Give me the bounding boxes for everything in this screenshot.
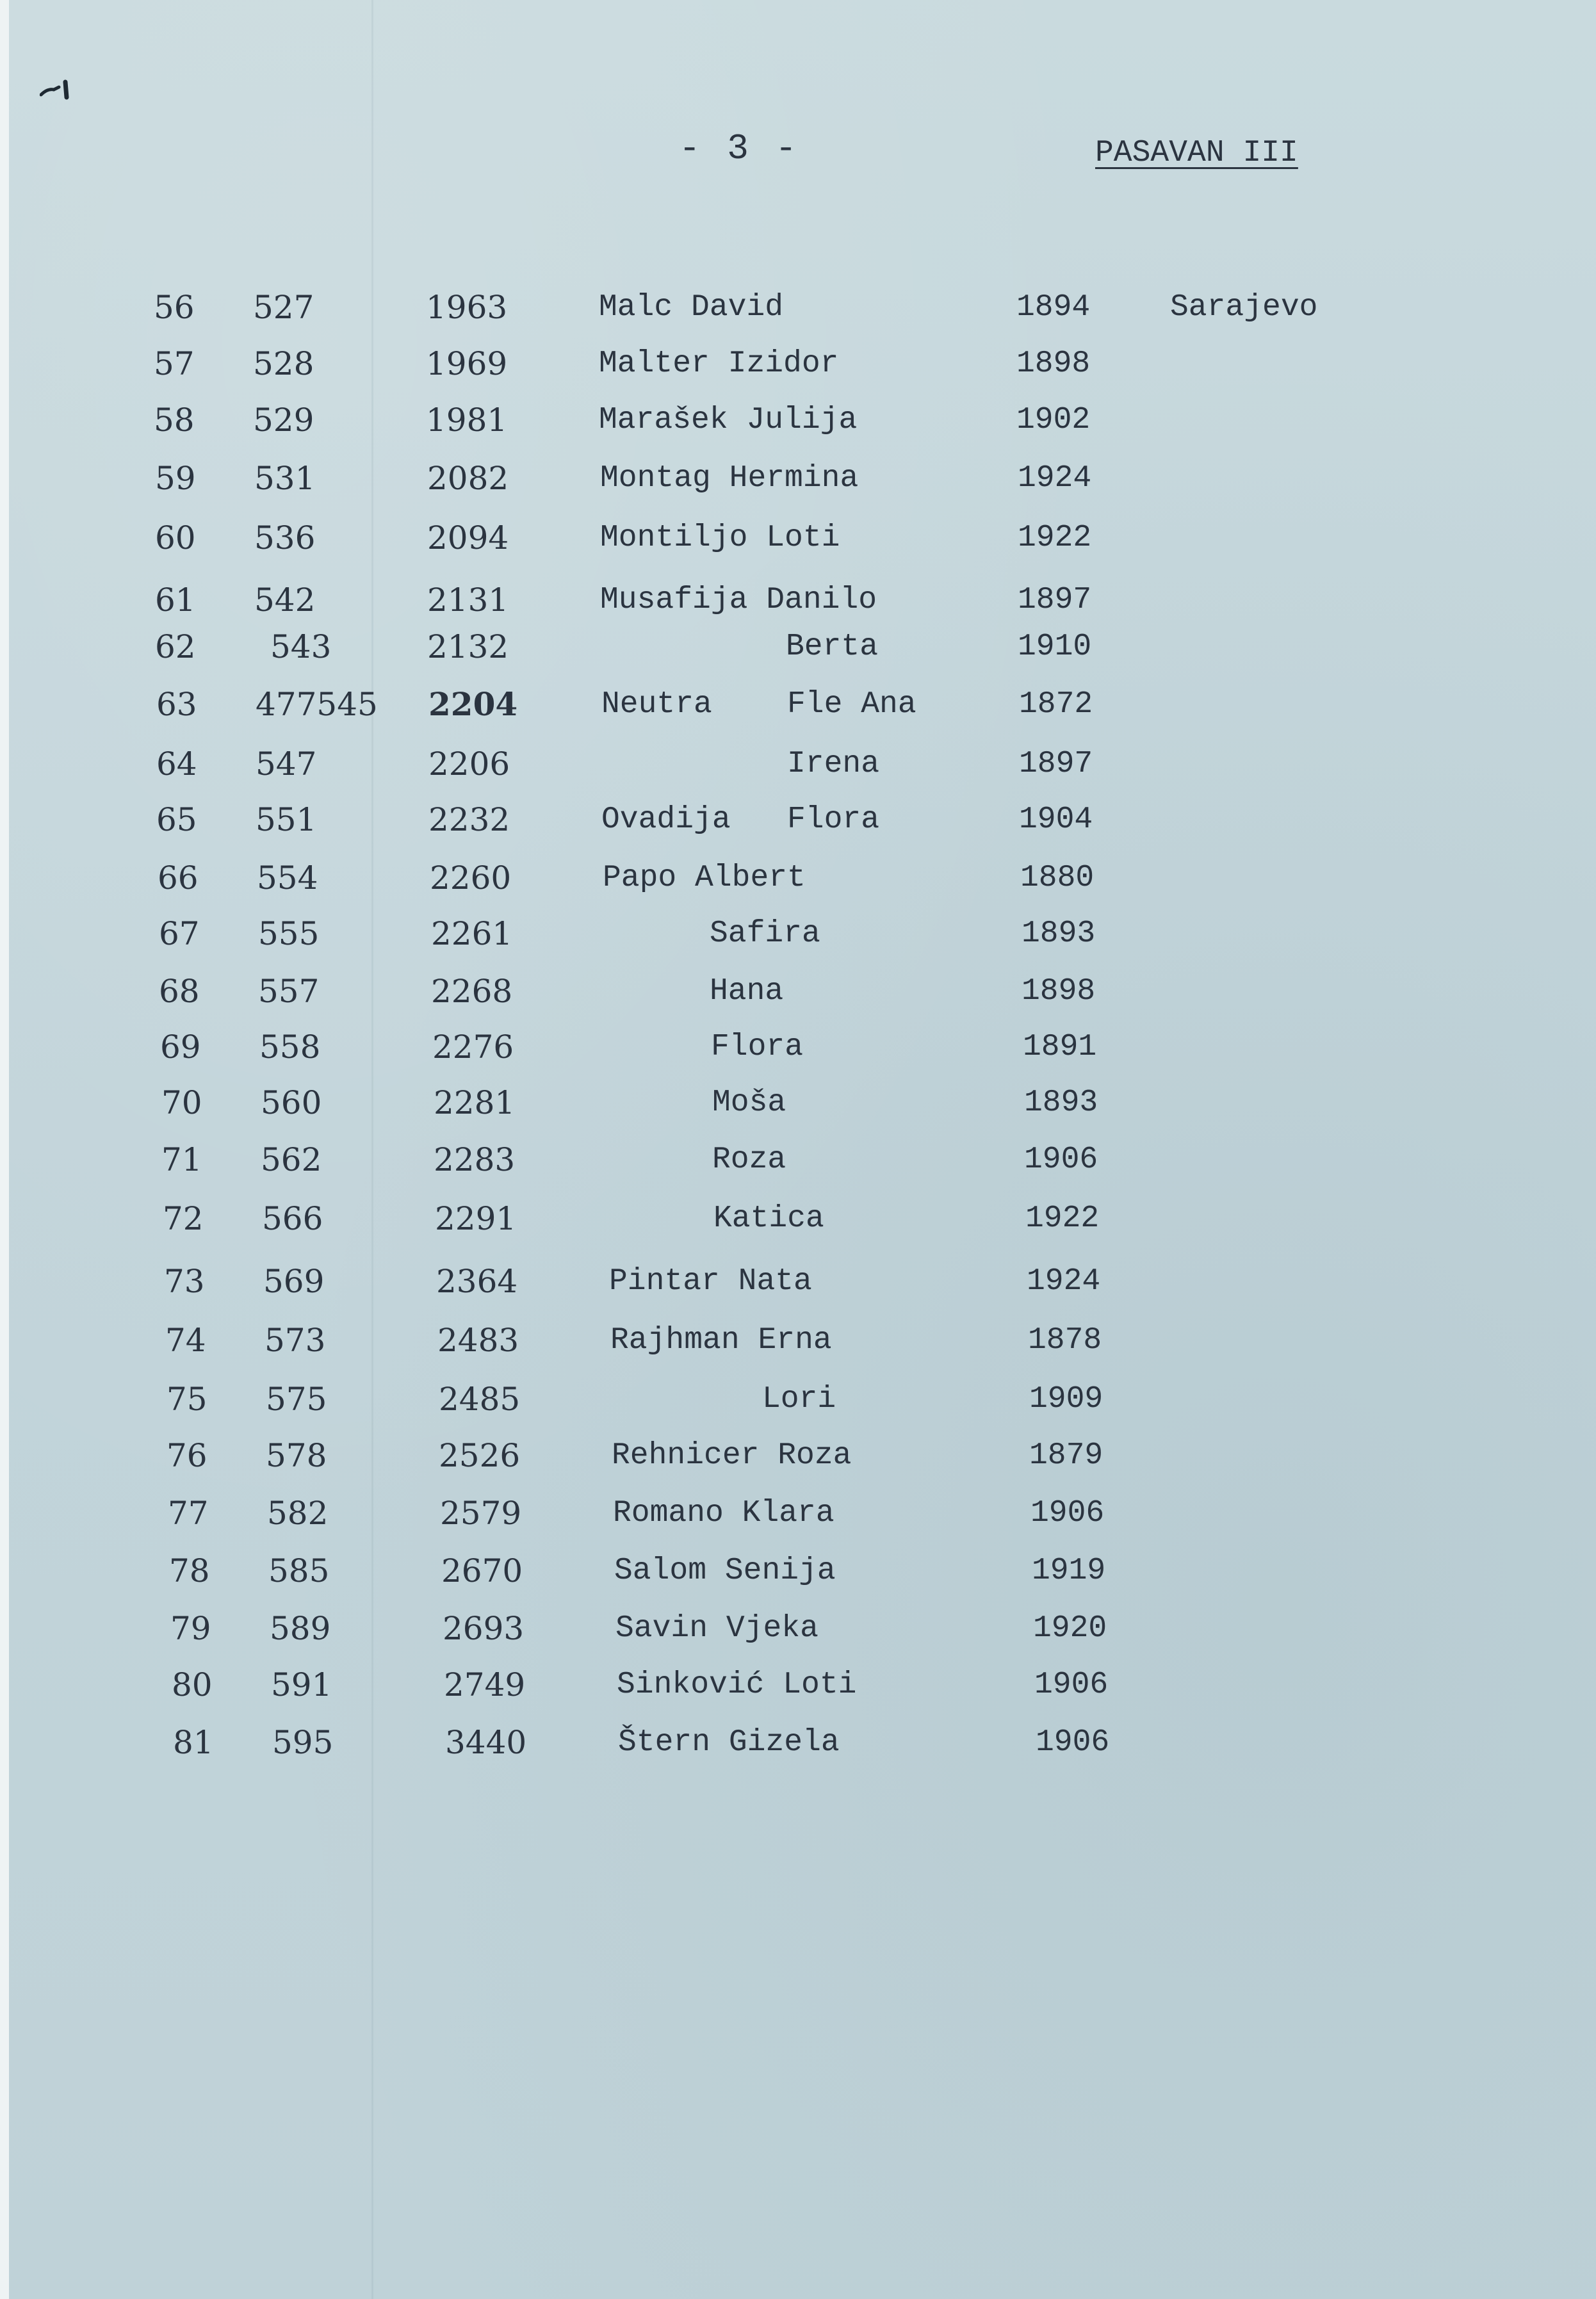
register-number: 2281 [434,1084,516,1121]
seq-number: 76 [167,1437,208,1474]
register-number: 2132 [427,628,509,665]
list-number: 578 [266,1437,327,1474]
given-name: Vjeka [726,1611,818,1646]
surname [612,1433,851,1478]
surname [599,285,783,330]
register-number: 2260 [430,859,512,897]
register-number: 2268 [431,973,513,1010]
surname-text: Malter [599,346,710,381]
given-name: Loti [783,1668,857,1702]
city: Sarajevo [1170,290,1318,325]
seq-number: 65 [156,801,197,838]
ink-mark [40,76,72,101]
seq-number: 72 [163,1200,204,1237]
birth-year: 1922 [1018,521,1092,555]
list-number: 560 [261,1084,322,1121]
seq-number: 59 [155,460,196,497]
list-number: 573 [265,1322,326,1359]
paper-fold [371,0,373,2299]
register-number: 2364 [436,1263,518,1300]
surname: Neutra [601,687,712,722]
seq-number: 80 [172,1666,213,1703]
given-name: Senija [724,1554,836,1588]
list-number: 527 [253,289,314,326]
register-number: 2670 [441,1552,523,1589]
birth-year: 1880 [1020,861,1095,895]
paper-edge [0,0,9,2299]
surname-text: Rajhman [610,1323,740,1358]
given-name: Roza [712,1142,786,1177]
surname [613,1491,835,1536]
register-number: 1963 [426,289,508,326]
register-number: 2485 [439,1381,521,1418]
surname-text: Montiljo [600,521,748,555]
list-number: 536 [254,519,316,556]
given-name: Klara [742,1496,835,1531]
seq-number: 60 [155,519,196,556]
surname [599,341,838,386]
register-number: 2526 [439,1437,521,1474]
birth-year: 1898 [1022,974,1096,1009]
birth-year: 1924 [1018,461,1092,496]
list-number: 591 [271,1666,332,1703]
birth-year: 1872 [1019,687,1093,722]
register-number: 2283 [434,1141,516,1178]
seq-number: 64 [156,745,197,783]
given-name: Flora [711,1030,804,1064]
list-number: 562 [261,1141,322,1178]
surname-text: Sinković [617,1668,765,1702]
list-number: 542 [254,581,316,619]
birth-year: 1909 [1029,1382,1103,1417]
surname-text: Montag [600,461,711,496]
seq-number: 75 [167,1381,208,1418]
given-name: David [691,290,784,325]
given-name: Hermina [729,461,859,496]
list-number: 589 [270,1610,331,1647]
register-number: 2082 [427,460,509,497]
surname [617,1662,856,1707]
register-number: 2261 [431,915,513,952]
list-number: 582 [267,1495,329,1532]
birth-year: 1897 [1018,583,1092,617]
list-number: 547 [256,745,317,783]
birth-year: 1878 [1028,1323,1102,1358]
surname-text: Romano [613,1496,724,1531]
seq-number: 81 [173,1724,214,1761]
surname [600,456,858,501]
register-number: 2131 [427,581,509,619]
seq-number: 61 [155,581,196,619]
seq-number: 58 [154,402,195,439]
birth-year: 1893 [1024,1085,1098,1120]
register-number: 1981 [426,402,508,439]
surname-text: Salom [614,1554,707,1588]
list-number: 528 [253,345,314,382]
surname: Ovadija [601,802,731,837]
list-number: 554 [257,859,318,897]
surname [600,516,840,560]
surname-text: Pintar [609,1264,720,1299]
given-name: Irena [787,747,880,781]
seq-number: 63 [156,686,197,723]
given-name: Erna [758,1323,832,1358]
surname-text: Marašek [599,403,728,437]
surname [615,1606,818,1651]
seq-number: 78 [169,1552,210,1589]
given-name: Roza [778,1438,852,1473]
given-name: Moša [712,1085,786,1120]
surname [600,578,877,622]
list-number: 477545 [256,686,378,723]
birth-year: 1924 [1027,1264,1101,1299]
seq-number: 79 [170,1610,211,1647]
list-number: 531 [254,460,316,497]
given-name: Albert [695,861,806,895]
list-number: 566 [262,1200,323,1237]
birth-year: 1891 [1023,1030,1097,1064]
register-number: 2232 [428,801,510,838]
page-number: - 3 - [679,128,800,169]
given-name: Nata [738,1264,812,1299]
list-number: 543 [270,628,332,665]
surname-text: Štern [618,1725,711,1760]
list-number: 551 [256,801,317,838]
surname [610,1318,832,1363]
list-number: 558 [259,1028,321,1066]
surname-text: Papo [603,861,677,895]
birth-year: 1898 [1016,346,1091,381]
seq-number: 77 [168,1495,209,1532]
list-number: 569 [263,1263,325,1300]
given-name: Danilo [766,583,877,617]
given-name: Fle Ana [787,687,916,722]
birth-year: 1922 [1025,1201,1100,1236]
list-title: PASAVAN III [1095,136,1298,170]
list-number: 595 [272,1724,334,1761]
seq-number: 68 [159,973,200,1010]
register-number: 2483 [437,1322,519,1359]
register-number: 2204 [428,685,518,723]
given-name: Safira [710,916,820,951]
birth-year: 1910 [1018,630,1092,664]
surname [618,1720,840,1765]
seq-number: 70 [161,1084,202,1121]
given-name: Izidor [728,346,839,381]
birth-year: 1894 [1016,290,1091,325]
seq-number: 74 [165,1322,206,1359]
seq-number: 69 [160,1028,201,1066]
register-number: 2579 [440,1495,522,1532]
birth-year: 1919 [1032,1554,1106,1588]
given-name: Lori [762,1382,836,1417]
list-number: 575 [266,1381,327,1418]
given-name: Gizela [728,1725,840,1760]
list-number: 585 [268,1552,330,1589]
seq-number: 56 [154,289,195,326]
register-number: 2693 [443,1610,525,1647]
register-number: 3440 [445,1724,527,1761]
birth-year: 1906 [1036,1725,1110,1760]
given-name: Berta [786,630,879,664]
seq-number: 67 [159,915,200,952]
birth-year: 1906 [1030,1496,1105,1531]
register-number: 2206 [428,745,510,783]
birth-year: 1879 [1029,1438,1103,1473]
given-name: Katica [713,1201,824,1236]
given-name: Julija [746,403,858,437]
surname [614,1548,836,1593]
surname-text: Malc [599,290,673,325]
surname [603,856,806,900]
birth-year: 1920 [1033,1611,1107,1646]
birth-year: 1893 [1022,916,1096,951]
seq-number: 57 [154,345,195,382]
register-number: 2749 [444,1666,526,1703]
birth-year: 1897 [1019,747,1093,781]
birth-year: 1902 [1016,403,1091,437]
register-number: 2291 [435,1200,517,1237]
seq-number: 73 [164,1263,205,1300]
list-number: 529 [253,402,314,439]
surname-text: Savin [615,1611,708,1646]
surname-text: Rehnicer [612,1438,760,1473]
seq-number: 62 [155,628,196,665]
surname [609,1259,812,1304]
register-number: 2094 [427,519,509,556]
birth-year: 1904 [1019,802,1093,837]
given-name: Loti [766,521,840,555]
list-number: 555 [258,915,320,952]
surname [599,398,857,443]
birth-year: 1906 [1034,1668,1109,1702]
given-name: Flora [787,802,880,837]
given-name: Hana [710,974,784,1009]
seq-number: 66 [158,859,199,897]
list-number: 557 [258,973,320,1010]
surname-text: Musafija [600,583,748,617]
seq-number: 71 [161,1141,202,1178]
register-number: 2276 [432,1028,514,1066]
birth-year: 1906 [1024,1142,1098,1177]
register-number: 1969 [426,345,508,382]
